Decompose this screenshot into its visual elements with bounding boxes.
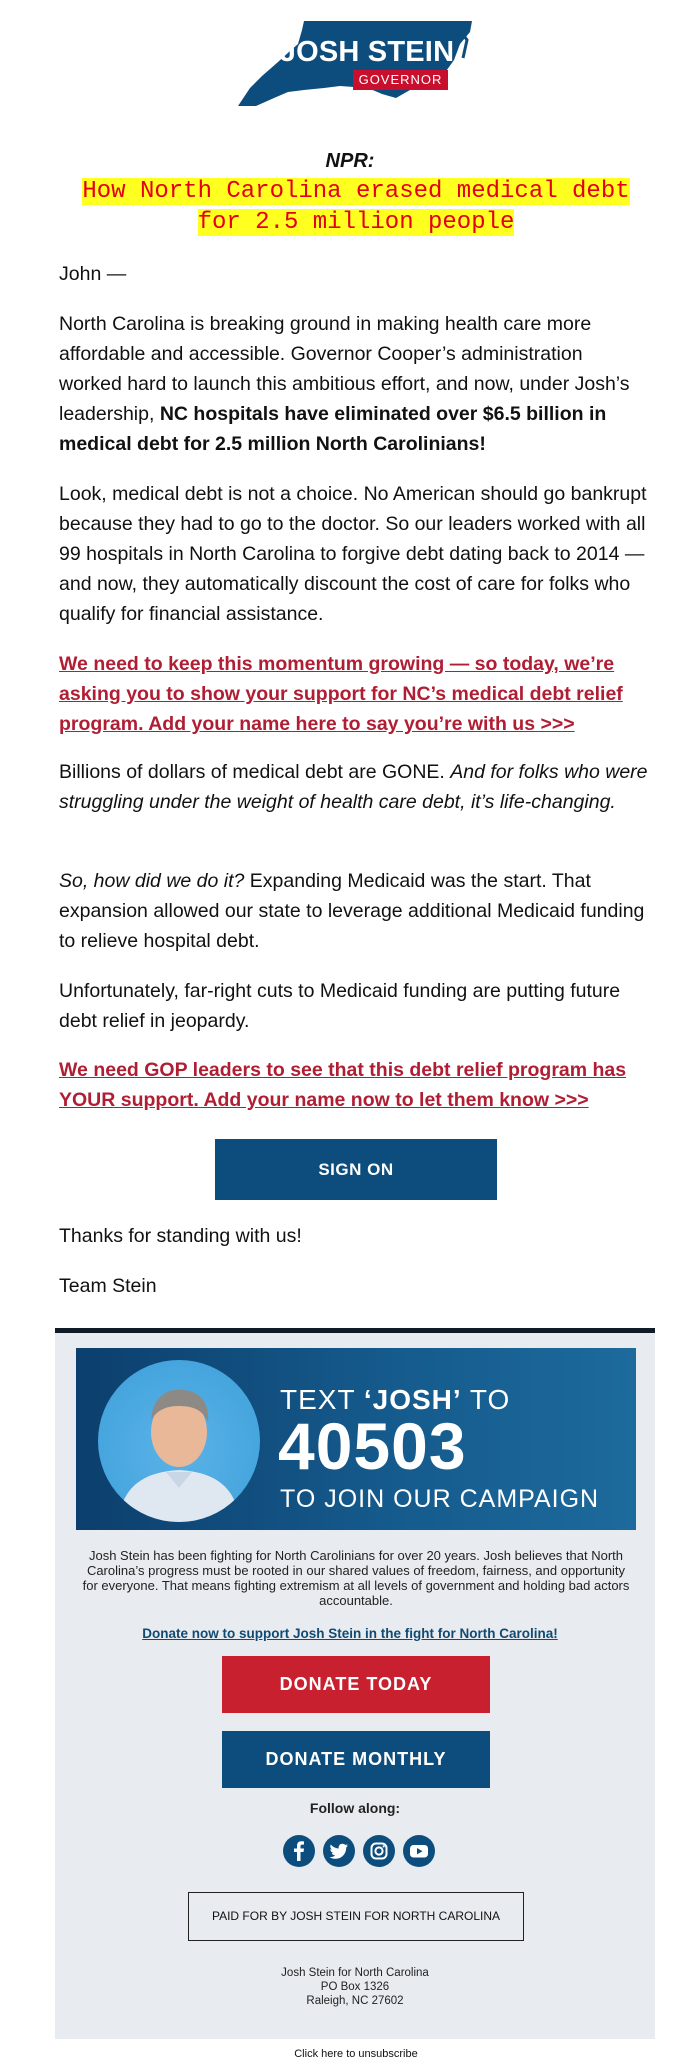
donate-link[interactable]: Donate now to support Josh Stein in the fight for North Carolina! bbox=[142, 1626, 558, 1641]
paragraph-1 bbox=[59, 309, 649, 459]
josh-stein-photo bbox=[98, 1360, 260, 1522]
follow-along-label: Follow along: bbox=[309, 1800, 401, 1816]
banner-keyword: ‘JOSH’ bbox=[363, 1384, 462, 1415]
banner-suffix: TO bbox=[461, 1384, 511, 1415]
logo-name: JOSH STEIN bbox=[279, 36, 455, 68]
headline-line-1[interactable]: How North Carolina erased medical debt bbox=[82, 178, 630, 205]
donate-today-button[interactable]: DONATE TODAY bbox=[222, 1656, 490, 1713]
address-line-3: Raleigh, NC 27602 bbox=[306, 1995, 404, 2007]
paragraph-4-italic: So, how did we do it? bbox=[59, 870, 245, 892]
cta-link-1[interactable]: We need to keep this momentum growing — so today, we’re asking you to show your support for NC’s medical debt relief program. Add your name here to say you’re with us >>> bbox=[59, 653, 623, 735]
twitter-icon[interactable] bbox=[323, 1835, 355, 1867]
logo-tagline: GOVERNOR bbox=[353, 70, 448, 90]
cta-link-2-wrap bbox=[59, 1055, 649, 1115]
cta-link-1-wrap bbox=[59, 649, 649, 739]
text-josh-banner[interactable] bbox=[76, 1348, 636, 1530]
banner-prefix: TEXT bbox=[280, 1384, 364, 1415]
paragraph-5 bbox=[59, 976, 649, 1036]
paragraph-5-text: Unfortunately, far-right cuts to Medicaid funding are putting future debt relief in jeopardy. bbox=[59, 980, 621, 1032]
paragraph-3-italic: And for folks who were struggling under the weight of health care debt, it’s life-changing. bbox=[59, 761, 648, 813]
headline-line-2[interactable]: for 2.5 million people bbox=[197, 209, 515, 236]
closing bbox=[59, 1221, 649, 1251]
headline-source: NPR: bbox=[325, 150, 375, 172]
instagram-icon[interactable] bbox=[363, 1835, 395, 1867]
footer-divider bbox=[55, 1328, 655, 1333]
greeting-text: John — bbox=[59, 263, 127, 285]
paragraph-2 bbox=[59, 479, 649, 629]
greeting bbox=[59, 259, 649, 289]
address-line-1: Josh Stein for North Carolina bbox=[281, 1967, 429, 1979]
banner-short-code: 40503 bbox=[278, 1409, 467, 1483]
mailing-address bbox=[0, 1966, 700, 2008]
unsubscribe-link[interactable]: Click here to unsubscribe bbox=[294, 2048, 418, 2060]
sign-on-button[interactable]: SIGN ON bbox=[215, 1139, 497, 1200]
signature bbox=[59, 1271, 649, 1301]
paragraph-1-bold: NC hospitals have eliminated over $6.5 billion in medical debt for 2.5 million North Carolinians! bbox=[59, 403, 607, 455]
paragraph-4-text: Expanding Medicaid was the start. That expansion allowed our state to leverage additional Medicaid funding to relieve hospital debt. bbox=[59, 870, 645, 952]
youtube-icon[interactable] bbox=[403, 1835, 435, 1867]
closing-text: Thanks for standing with us! bbox=[59, 1225, 302, 1247]
josh-stein-logo bbox=[232, 18, 480, 114]
headline[interactable] bbox=[80, 176, 632, 238]
banner-text-line-3: TO JOIN OUR CAMPAIGN bbox=[280, 1485, 600, 1513]
paragraph-3 bbox=[59, 757, 649, 817]
address-line-2: PO Box 1326 bbox=[320, 1981, 390, 1993]
signature-text: Team Stein bbox=[59, 1275, 157, 1297]
facebook-icon[interactable] bbox=[283, 1835, 315, 1867]
paragraph-1-text: North Carolina is breaking ground in making health care more affordable and accessible. Governor Cooper’s administration worked hard to launch this ambitious effort, and now, under Josh’s leadership, bbox=[59, 313, 630, 425]
donate-monthly-button[interactable]: DONATE MONTHLY bbox=[222, 1731, 490, 1788]
paragraph-3-text: Billions of dollars of medical debt are GONE. bbox=[59, 761, 451, 783]
bio-text: Josh Stein has been fighting for North Carolinians for over 20 years. Josh believes that North Carolina’s progress must be rooted in our shared values of freedom, fairness, and opportunity for everyone. That means fighting extremism at all levels of government and holding bad actors accountable. bbox=[82, 1548, 630, 1608]
cta-link-2[interactable]: We need GOP leaders to see that this debt relief program has YOUR support. Add your name now to let them know >>> bbox=[59, 1059, 627, 1111]
paid-for-disclaimer: PAID FOR BY JOSH STEIN FOR NORTH CAROLINA bbox=[188, 1892, 524, 1941]
paragraph-2-text: Look, medical debt is not a choice. No American should go bankrupt because they had to go to the doctor. So our leaders worked with all 99 hospitals in North Carolina to forgive debt dating back to 2014 — and now, they automatically discount the cost of care for folks who qualify for financial assistance. bbox=[59, 483, 647, 625]
paragraph-4 bbox=[59, 866, 649, 956]
